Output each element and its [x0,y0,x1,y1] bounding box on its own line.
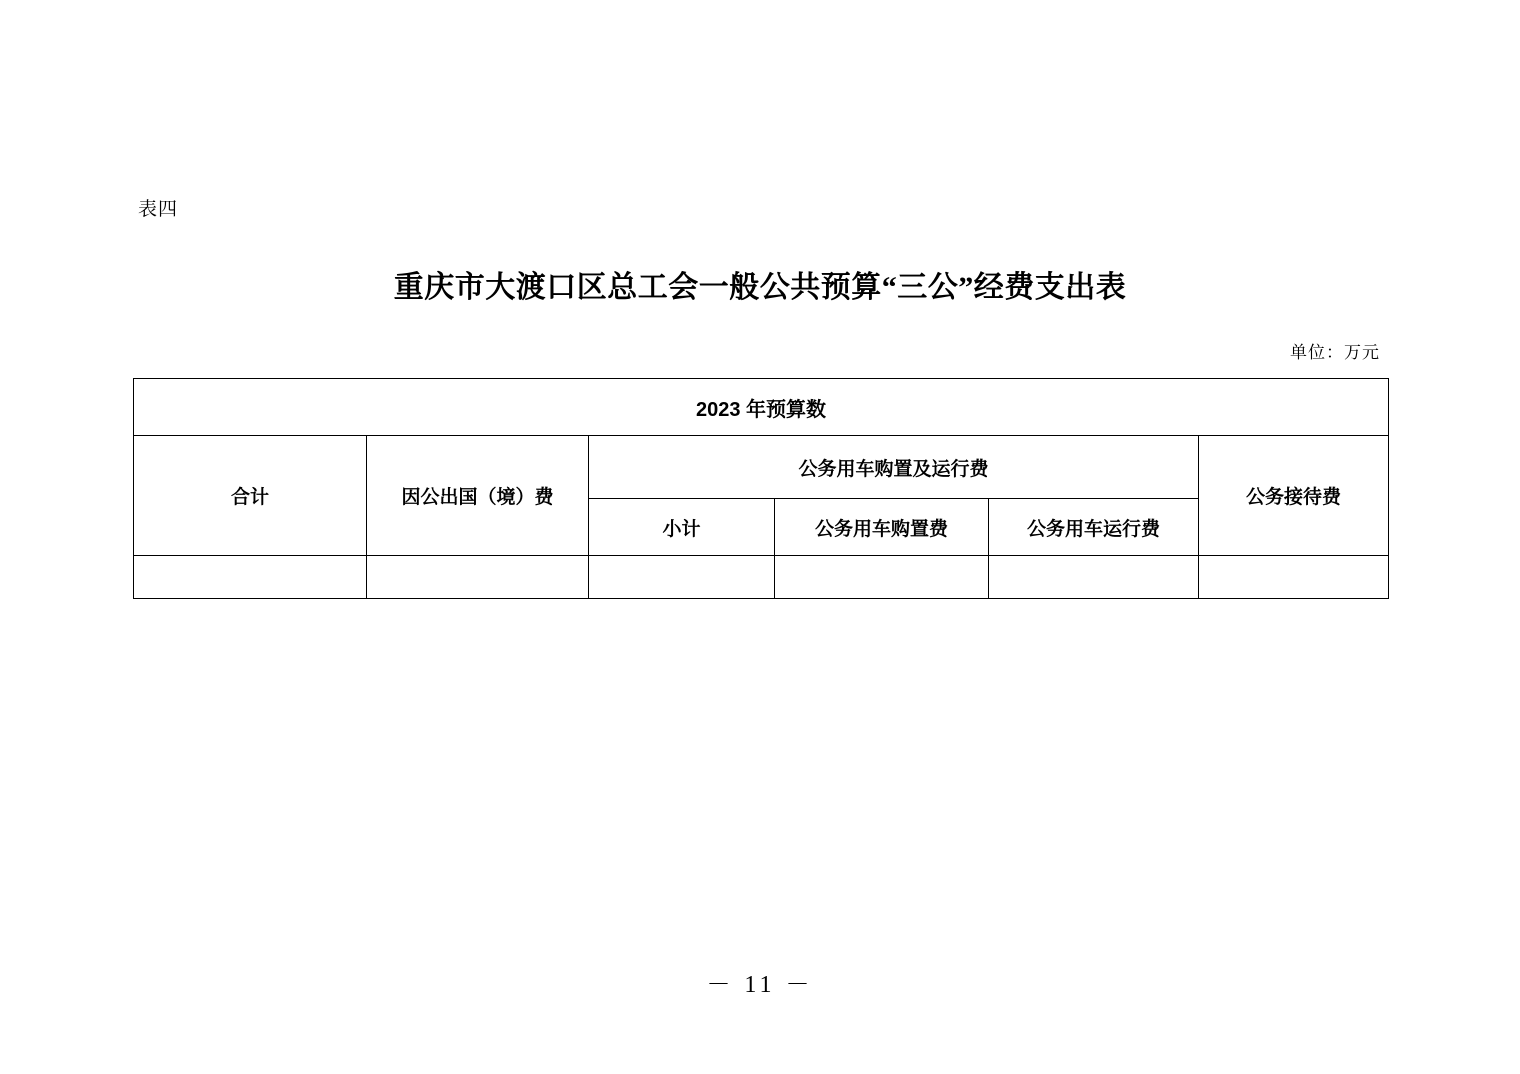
cell-vehicle-operation [989,556,1199,599]
cell-reception [1199,556,1389,599]
table-header-row-1 [134,436,1389,499]
page-number: － 11 － [706,972,814,998]
header-vehicle-operation: 公务用车运行费 [989,499,1199,556]
table-row [134,556,1389,599]
header-reception: 公务接待费 [1199,436,1389,556]
header-vehicle-subtotal: 小计 [589,499,775,556]
cell-abroad [367,556,589,599]
unit-note: 单位：万元 [1290,343,1380,362]
cell-vehicle-purchase [775,556,989,599]
header-total: 合计 [134,436,367,556]
table-title-row [134,379,1389,436]
page-title: 重庆市大渡口区总工会一般公共预算“三公”经费支出表 [393,271,1127,304]
table-label: 表四 [138,199,179,220]
header-vehicle-purchase: 公务用车购置费 [775,499,989,556]
table-title-cell: 2023 年预算数 [134,379,1389,436]
header-abroad: 因公出国（境）费 [367,436,589,556]
cell-total [134,556,367,599]
header-vehicle-group: 公务用车购置及运行费 [589,436,1199,499]
budget-table [133,378,1389,599]
cell-vehicle-subtotal [589,556,775,599]
